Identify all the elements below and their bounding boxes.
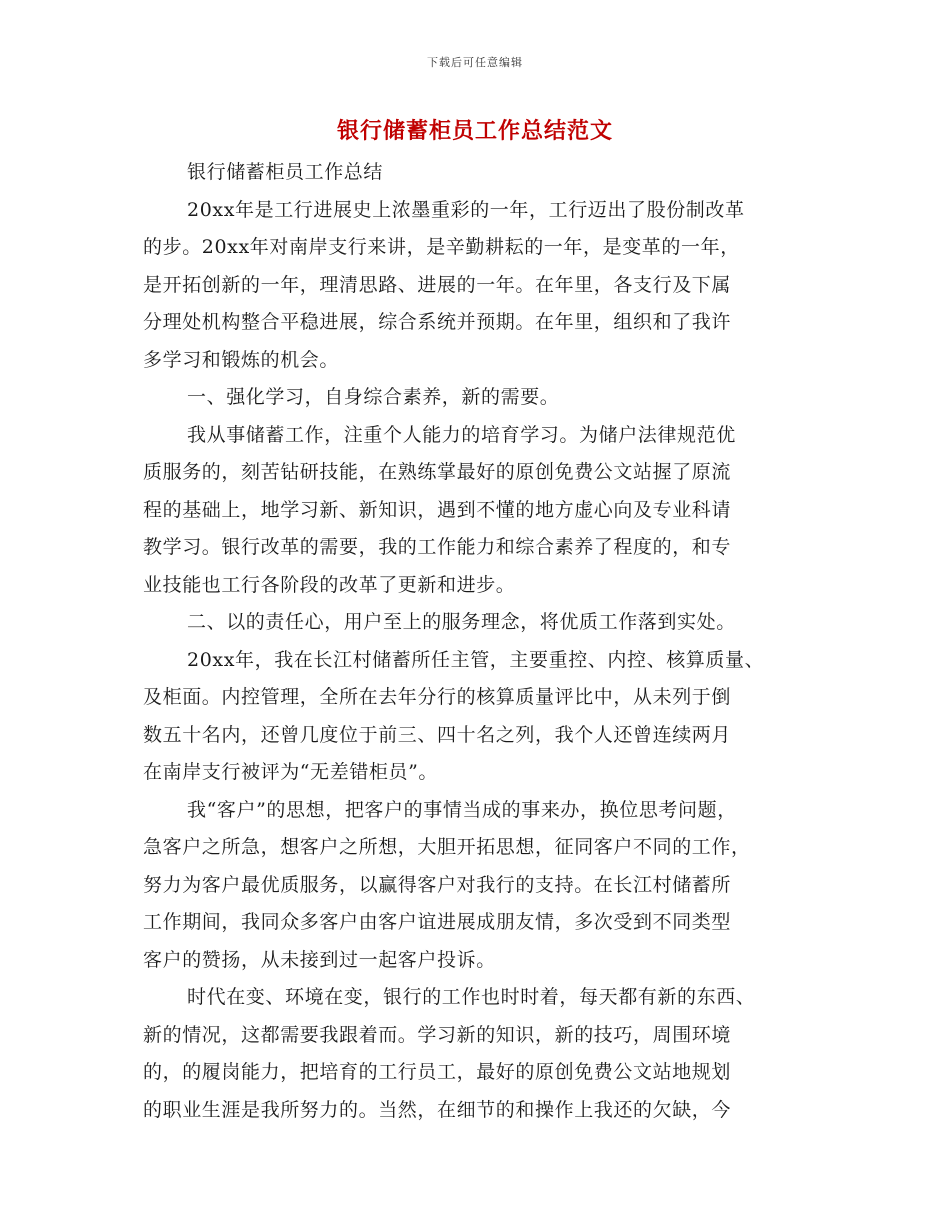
paragraph — [143, 792, 813, 980]
text-line: 的职业生涯是我所努力的。当然，在细节的和操作上我还的欠缺，今 — [143, 1098, 732, 1121]
paragraph — [143, 604, 813, 642]
text-line: 努力为客户最优质服务，以赢得客户对我行的支持。在长江村储蓄所 — [143, 873, 732, 896]
text-line: 急客户之所急，想客户之所想，大胆开拓思想，征同客户不同的工作， — [143, 836, 751, 858]
paragraph — [143, 642, 813, 792]
paragraph — [143, 192, 813, 380]
text-line: 是开拓创新的一年，理清思路、进展的一年。在年里，各支行及下属 — [143, 273, 732, 296]
paragraph — [143, 154, 813, 192]
document-title: 银行储蓄柜员工作总结范文 — [336, 118, 613, 144]
text-line: 在南岸支行被评为“无差错柜员”。 — [143, 761, 439, 783]
text-line: 客户的赞扬，从未接到过一起客户投诉。 — [143, 948, 496, 971]
text-line: 新的情况，这都需要我跟着而。学习新的知识，新的技巧，周围环境 — [143, 1023, 732, 1046]
section-heading: 二、以的责任心，用户至上的服务理念，将优质工作落到实处。 — [187, 611, 736, 633]
text-line: 的步。20xx年对南岸支行来讲，是辛勤耕耘的一年，是变革的一年， — [143, 236, 740, 258]
text-line: 的，的履岗能力，把培育的工行员工，最好的原创免费公文站地规划 — [143, 1061, 732, 1083]
text-line: 分理处机构整合平稳进展，综合系统并预期。在年里，组织和了我许 — [143, 311, 732, 333]
text-line: 银行储蓄柜员工作总结 — [187, 161, 384, 183]
document-body — [143, 154, 813, 1129]
text-line: 时代在变、环境在变，银行的工作也时时着，每天都有新的东西、 — [187, 986, 756, 1008]
text-line: 程的基础上，地学习新、新知识，遇到不懂的地方虚心向及专业科请 — [143, 498, 732, 521]
paragraph — [143, 379, 813, 417]
section-heading: 一、强化学习，自身综合素养，新的需要。 — [187, 386, 560, 408]
paragraph — [143, 979, 813, 1129]
text-line: 工作期间，我同众多客户由客户谊进展成朋友情，多次受到不同类型 — [143, 911, 732, 933]
paragraph — [143, 417, 813, 605]
text-line: 20xx年，我在长江村储蓄所任主管，主要重控、内控、核算质量、 — [187, 648, 765, 671]
page-header-note: 下载后可任意编辑 — [427, 56, 523, 69]
text-line: 及柜面。内控管理，全所在去年分行的核算质量评比中，从未列于倒 — [143, 686, 732, 708]
text-line: 我从事储蓄工作，注重个人能力的培育学习。为储户法律规范优 — [187, 423, 736, 446]
text-line: 我“客户”的思想，把客户的事情当成的事来办，换位思考问题， — [187, 798, 737, 821]
text-line: 多学习和锻炼的机会。 — [143, 348, 340, 371]
text-line: 数五十名内，还曾几度位于前三、四十名之列，我个人还曾连续两月 — [143, 723, 732, 746]
text-line: 业技能也工行各阶段的改革了更新和进步。 — [143, 573, 516, 596]
text-line: 质服务的，刻苦钻研技能，在熟练掌最好的原创免费公文站握了原流 — [143, 461, 732, 483]
text-line: 20xx年是工行进展史上浓墨重彩的一年，工行迈出了股份制改革 — [187, 198, 745, 221]
text-line: 教学习。银行改革的需要，我的工作能力和综合素养了程度的，和专 — [143, 536, 732, 558]
